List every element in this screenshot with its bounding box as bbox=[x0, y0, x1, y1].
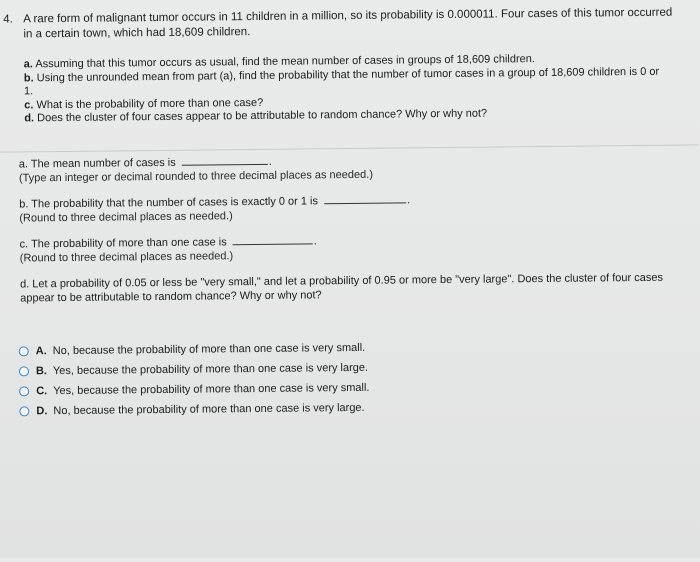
answer-c-prompt: c. The probability of more than one case is bbox=[19, 236, 227, 251]
answer-c bbox=[20, 231, 680, 266]
choice-text: No, because the probability of more than one case is very small. bbox=[52, 341, 366, 358]
answer-a-hint: (Type an integer or decimal rounded to three decimal places as needed.) bbox=[18, 168, 374, 185]
choice-list bbox=[19, 335, 620, 421]
part-label: d. bbox=[24, 112, 35, 125]
answer-b bbox=[19, 191, 679, 226]
radio-button[interactable] bbox=[19, 386, 29, 396]
radio-button[interactable] bbox=[19, 366, 29, 376]
part-text: What is the probability of more than one case? bbox=[36, 96, 264, 111]
choice-letter: C. bbox=[36, 385, 48, 398]
choice-letter: D. bbox=[36, 405, 48, 418]
answer-b-input[interactable] bbox=[324, 193, 406, 204]
part-text: Does the cluster of four cases appear to be attributable to random chance? Why or why not? bbox=[37, 107, 488, 125]
answer-b-hint: (Round to three decimal places as needed.) bbox=[19, 210, 233, 225]
question-header bbox=[3, 5, 683, 42]
part-label: c. bbox=[24, 98, 34, 111]
answer-section bbox=[19, 151, 681, 318]
period: . bbox=[268, 155, 272, 168]
choice-text: Yes, because the probability of more than one case is very small. bbox=[53, 381, 370, 398]
period: . bbox=[406, 194, 411, 207]
part-text: Assuming that this tumor occurs as usual, find the mean number of cases in groups of 18,609 children. bbox=[35, 53, 535, 71]
question-parts bbox=[24, 52, 665, 126]
part-text: Using the unrounded mean from part (a), find the probability that the number of tumor cases in a group of 18,609 children is 0 or 1. bbox=[23, 65, 660, 98]
question-text: A rare form of malignant tumor occurs in 11 children in a million, so its probability is 0.000011. Four cases of this tumor occurred in a certain town, which had 18,609 children. bbox=[23, 6, 673, 41]
question-number: 4. bbox=[3, 13, 13, 26]
part-label: b. bbox=[23, 71, 34, 84]
radio-button[interactable] bbox=[19, 346, 29, 356]
choice-letter: A. bbox=[35, 345, 47, 358]
period: . bbox=[313, 235, 317, 248]
choice-letter: B. bbox=[35, 365, 48, 378]
radio-button[interactable] bbox=[19, 406, 29, 416]
choice-text: No, because the probability of more than one case is very large. bbox=[53, 401, 365, 418]
answer-b-prompt: b. The probability that the number of cases is exactly 0 or 1 is bbox=[19, 195, 319, 211]
answer-c-input[interactable] bbox=[233, 234, 313, 245]
part-label: a. bbox=[23, 58, 33, 71]
answer-a-prompt: a. The mean number of cases is bbox=[18, 156, 176, 171]
answer-d bbox=[20, 271, 680, 306]
answer-c-hint: (Round to three decimal places as needed.) bbox=[19, 250, 234, 265]
choice-text: Yes, because the probability of more than one case is very large. bbox=[52, 361, 369, 378]
answer-d-prompt: d. Let a probability of 0.05 or less be "very small," and let a probability of 0.95 or more be "very large". Does the cluster of four cases appear to be attributable to random chance? Why or why not? bbox=[19, 271, 664, 305]
answer-a bbox=[19, 151, 679, 186]
answer-a-input[interactable] bbox=[182, 155, 268, 166]
